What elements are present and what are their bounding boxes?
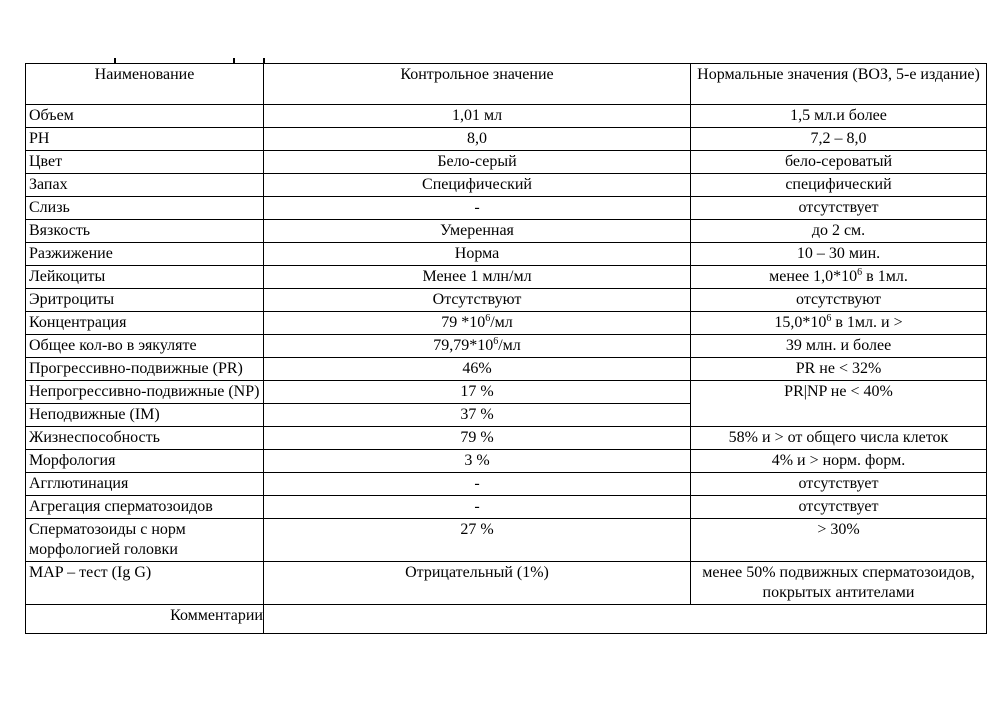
row-control: Отрицательный (1%) bbox=[264, 562, 691, 605]
normal-text-pre: менее 1,0*10 bbox=[769, 268, 858, 285]
row-name: Морфология bbox=[26, 450, 264, 473]
table-row bbox=[26, 197, 987, 220]
table-row bbox=[26, 450, 987, 473]
row-control bbox=[264, 335, 691, 358]
normal-exponent: 6 bbox=[826, 313, 832, 324]
table-row bbox=[26, 312, 987, 335]
row-control: Специфический bbox=[264, 174, 691, 197]
control-exponent: 6 bbox=[493, 336, 499, 347]
row-name: Сперматозоиды с норм морфологией головки bbox=[26, 519, 264, 562]
row-normal: отсутствует bbox=[691, 197, 987, 220]
control-exponent: 6 bbox=[485, 313, 491, 324]
row-control: Норма bbox=[264, 243, 691, 266]
header-normal-values: Нормальные значения (ВОЗ, 5-е издание) bbox=[691, 64, 987, 105]
row-name: Жизнеспособность bbox=[26, 427, 264, 450]
row-name: MAP – тест (Ig G) bbox=[26, 562, 264, 605]
row-name: Непрогрессивно-подвижные (NP) bbox=[26, 381, 264, 404]
table-row bbox=[26, 335, 987, 358]
row-control: Бело-серый bbox=[264, 151, 691, 174]
row-normal bbox=[691, 266, 987, 289]
row-name: Лейкоциты bbox=[26, 266, 264, 289]
row-normal: PR|NP не < 40% bbox=[691, 381, 987, 427]
row-name: Агглютинация bbox=[26, 473, 264, 496]
table-header-row bbox=[26, 64, 987, 105]
row-control: - bbox=[264, 496, 691, 519]
table-row bbox=[26, 427, 987, 450]
control-text-pre: 79 *10 bbox=[441, 314, 486, 331]
row-control: 1,01 мл bbox=[264, 105, 691, 128]
table-row bbox=[26, 243, 987, 266]
row-control: Отсутствуют bbox=[264, 289, 691, 312]
header-control-value: Контрольное значение bbox=[264, 64, 691, 105]
row-name: Запах bbox=[26, 174, 264, 197]
row-normal: бело-сероватый bbox=[691, 151, 987, 174]
normal-exponent: 6 bbox=[857, 267, 863, 278]
row-normal bbox=[691, 312, 987, 335]
normal-text-post: в 1мл. bbox=[862, 268, 908, 285]
row-normal: PR не < 32% bbox=[691, 358, 987, 381]
row-control: 37 % bbox=[264, 404, 691, 427]
table-row bbox=[26, 220, 987, 243]
row-name: PH bbox=[26, 128, 264, 151]
comment-label: Комментарии bbox=[26, 605, 264, 634]
row-normal: отсутствуют bbox=[691, 289, 987, 312]
row-name: Слизь bbox=[26, 197, 264, 220]
control-text-pre: 79,79*10 bbox=[433, 337, 494, 354]
row-control: - bbox=[264, 473, 691, 496]
row-name: Агрегация сперматозоидов bbox=[26, 496, 264, 519]
table-row bbox=[26, 174, 987, 197]
row-normal: отсутствует bbox=[691, 496, 987, 519]
table-row bbox=[26, 519, 987, 562]
header-name: Наименование bbox=[26, 64, 264, 105]
control-text-post: /мл bbox=[498, 337, 521, 354]
comment-field bbox=[264, 605, 987, 634]
table-row bbox=[26, 151, 987, 174]
row-name: Общее кол-во в эякуляте bbox=[26, 335, 264, 358]
table-row bbox=[26, 496, 987, 519]
row-name: Неподвижные (IM) bbox=[26, 404, 264, 427]
row-normal: отсутствует bbox=[691, 473, 987, 496]
row-control bbox=[264, 312, 691, 335]
table-row bbox=[26, 473, 987, 496]
row-normal: 10 – 30 мин. bbox=[691, 243, 987, 266]
table-row bbox=[26, 358, 987, 381]
row-normal: менее 50% подвижных сперматозоидов, покрытых антителами bbox=[691, 562, 987, 605]
row-normal: 39 млн. и более bbox=[691, 335, 987, 358]
spermogram-results-table bbox=[25, 63, 987, 634]
row-control: 79 % bbox=[264, 427, 691, 450]
row-name: Разжижение bbox=[26, 243, 264, 266]
table-row bbox=[26, 105, 987, 128]
row-normal: 58% и > от общего числа клеток bbox=[691, 427, 987, 450]
row-control: 3 % bbox=[264, 450, 691, 473]
table-row bbox=[26, 562, 987, 605]
row-control: 46% bbox=[264, 358, 691, 381]
row-name: Эритроциты bbox=[26, 289, 264, 312]
row-name: Прогрессивно-подвижные (PR) bbox=[26, 358, 264, 381]
row-normal: 4% и > норм. форм. bbox=[691, 450, 987, 473]
row-normal: 1,5 мл.и более bbox=[691, 105, 987, 128]
row-normal: специфический bbox=[691, 174, 987, 197]
row-name: Цвет bbox=[26, 151, 264, 174]
table-row bbox=[26, 128, 987, 151]
row-control: 17 % bbox=[264, 381, 691, 404]
row-name: Концентрация bbox=[26, 312, 264, 335]
control-text-post: /мл bbox=[490, 314, 513, 331]
normal-text-post: в 1мл. и > bbox=[831, 314, 903, 331]
table-row bbox=[26, 381, 987, 404]
row-control: Менее 1 млн/мл bbox=[264, 266, 691, 289]
row-control: 8,0 bbox=[264, 128, 691, 151]
normal-text-pre: 15,0*10 bbox=[774, 314, 827, 331]
row-normal: > 30% bbox=[691, 519, 987, 562]
row-name: Вязкость bbox=[26, 220, 264, 243]
row-control: 27 % bbox=[264, 519, 691, 562]
table-row bbox=[26, 266, 987, 289]
row-control: Умеренная bbox=[264, 220, 691, 243]
table-row bbox=[26, 289, 987, 312]
row-name: Объем bbox=[26, 105, 264, 128]
row-normal: 7,2 – 8,0 bbox=[691, 128, 987, 151]
row-normal: до 2 см. bbox=[691, 220, 987, 243]
comment-row bbox=[26, 605, 987, 634]
row-control: - bbox=[264, 197, 691, 220]
